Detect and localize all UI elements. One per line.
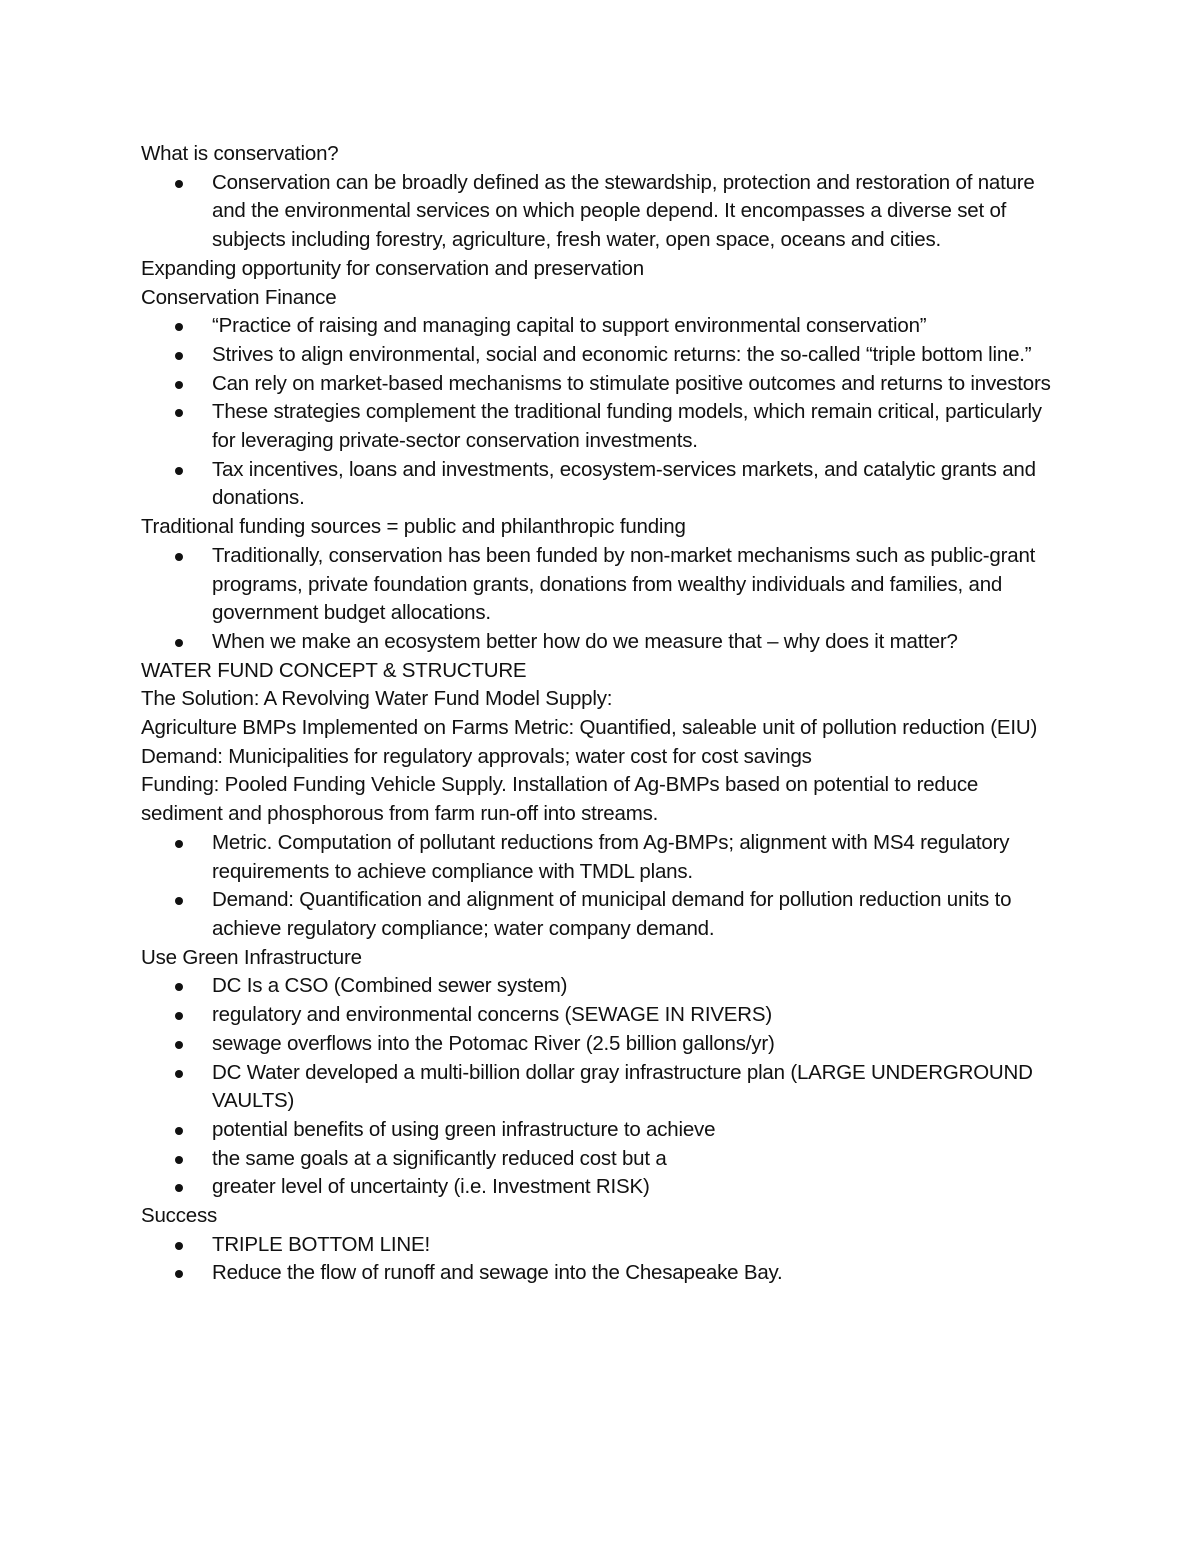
bullet-item: regulatory and environmental concerns (SEWAGE IN RIVERS) [141, 1001, 1061, 1030]
bullet-list [141, 312, 1061, 513]
bullet-list [141, 542, 1061, 657]
document-body [141, 140, 1061, 1288]
bullet-list [141, 972, 1061, 1202]
section-heading: Expanding opportunity for conservation and preservation [141, 256, 644, 280]
bullet-item: DC Is a CSO (Combined sewer system) [141, 972, 1061, 1001]
bullet-item: potential benefits of using green infrastructure to achieve [141, 1116, 1061, 1145]
bullet-item: “Practice of raising and managing capital to support environmental conservation” [141, 312, 1061, 341]
section-heading: Use Green Infrastructure [141, 945, 362, 969]
section-heading: Traditional funding sources = public and philanthropic funding [141, 515, 686, 539]
bullet-item: sewage overflows into the Potomac River (2.5 billion gallons/yr) [141, 1030, 1061, 1059]
bullet-item: Metric. Computation of pollutant reductions from Ag-BMPs; alignment with MS4 regulatory requirements to achieve compliance with TMDL plans. [141, 829, 1061, 886]
bullet-item: Can rely on market-based mechanisms to stimulate positive outcomes and returns to investors [141, 370, 1061, 399]
bullet-item: Demand: Quantification and alignment of municipal demand for pollution reduction units to achieve regulatory compliance; water company demand. [141, 886, 1061, 943]
bullet-item: TRIPLE BOTTOM LINE! [141, 1231, 1061, 1260]
section-heading: The Solution: A Revolving Water Fund Model Supply: [141, 687, 613, 711]
section-heading: Funding: Pooled Funding Vehicle Supply. Installation of Ag-BMPs based on potential to reduce sediment and phosphorous from farm run-off into streams. [141, 773, 979, 826]
section-heading: Conservation Finance [141, 285, 337, 309]
bullet-item: Traditionally, conservation has been funded by non-market mechanisms such as public-grant programs, private foundation grants, donations from wealthy individuals and families, and government budget allocations. [141, 542, 1061, 628]
bullet-list [141, 1231, 1061, 1288]
bullet-item: Reduce the flow of runoff and sewage into the Chesapeake Bay. [141, 1259, 1061, 1288]
section-heading: Agriculture BMPs Implemented on Farms Metric: Quantified, saleable unit of pollution reduction (EIU) [141, 716, 1038, 740]
section-heading: Success [141, 1204, 218, 1228]
bullet-item: Tax incentives, loans and investments, ecosystem-services markets, and catalytic grants and donations. [141, 456, 1061, 513]
bullet-item: the same goals at a significantly reduced cost but a [141, 1145, 1061, 1174]
bullet-item: greater level of uncertainty (i.e. Investment RISK) [141, 1173, 1061, 1202]
section-heading: WATER FUND CONCEPT & STRUCTURE [141, 658, 527, 682]
bullet-item: DC Water developed a multi-billion dollar gray infrastructure plan (LARGE UNDERGROUND VAULTS) [141, 1059, 1061, 1116]
bullet-item: Strives to align environmental, social and economic returns: the so-called “triple bottom line.” [141, 341, 1061, 370]
section-heading: Demand: Municipalities for regulatory approvals; water cost for cost savings [141, 744, 812, 768]
bullet-list [141, 169, 1061, 255]
bullet-item: When we make an ecosystem better how do we measure that – why does it matter? [141, 628, 1061, 657]
bullet-item: These strategies complement the traditional funding models, which remain critical, particularly for leveraging private-sector conservation investments. [141, 398, 1061, 455]
bullet-list [141, 829, 1061, 944]
section-heading: What is conservation? [141, 142, 339, 165]
bullet-item: Conservation can be broadly defined as the stewardship, protection and restoration of nature and the environmental services on which people depend. It encompasses a diverse set of subjects including forestry, agriculture, fresh water, open space, oceans and cities. [141, 169, 1061, 255]
